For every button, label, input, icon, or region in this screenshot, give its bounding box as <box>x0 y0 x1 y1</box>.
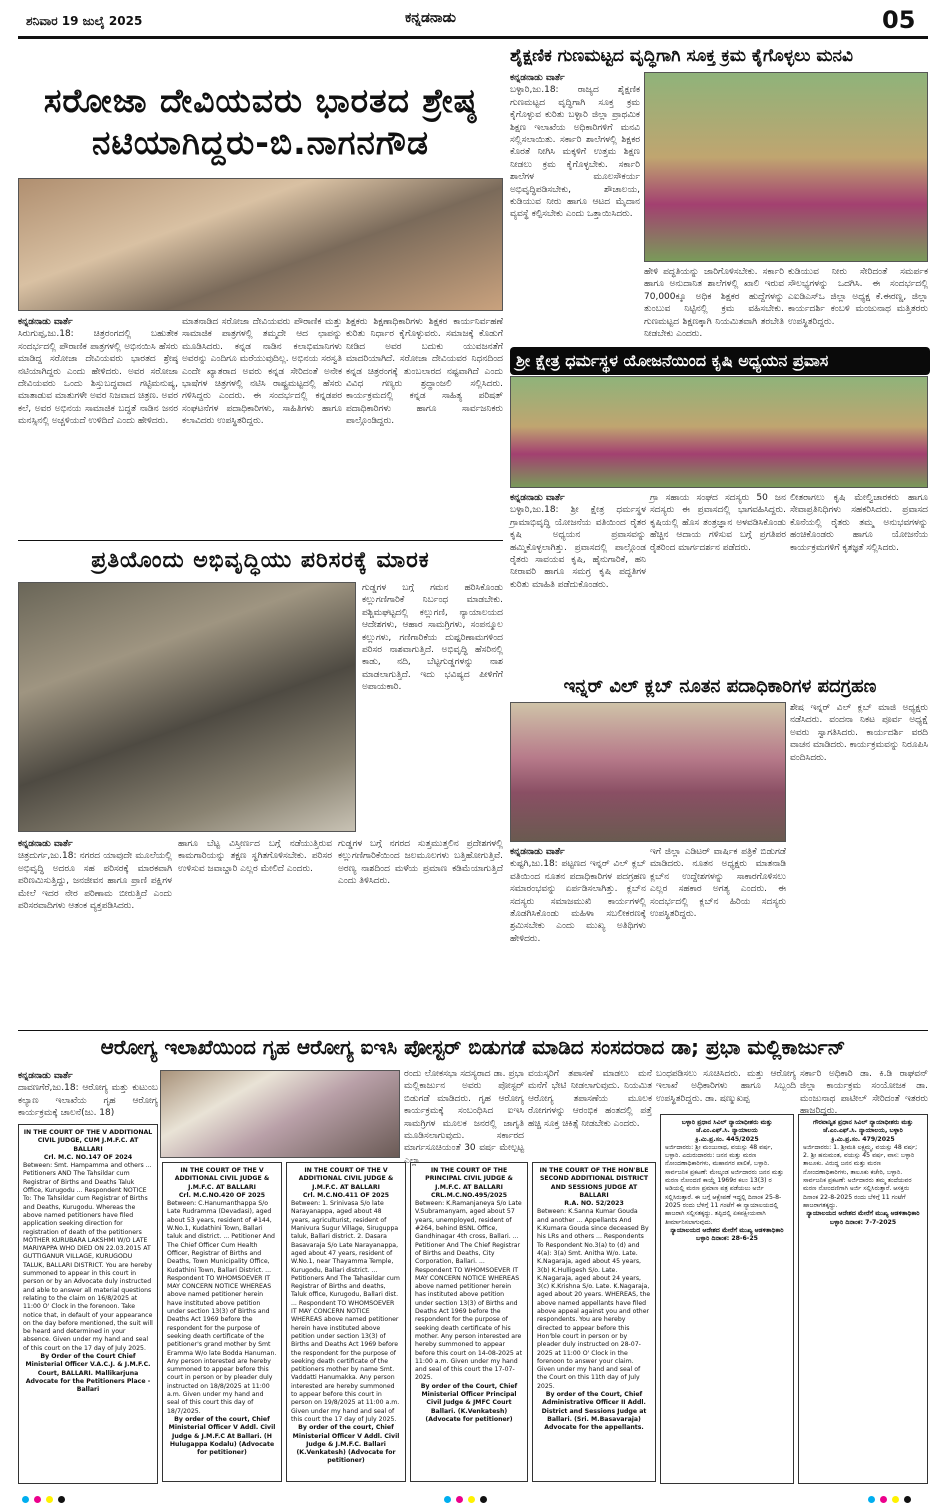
page-header <box>0 0 945 44</box>
court-notice-2 <box>162 1162 282 1482</box>
notice-case: CRL.M.C.NO.495/2025 <box>430 1191 508 1199</box>
story6-text-4: ಬಂಧಪಡಿಸಲು ಸೂಚಿಸಿದರು. ಮತ್ತು ಆರೋಗ್ಯ ಇಲಾಖೆ ಅಧಿಕಾರಿಗಳು ಹಾಗೂ ಸಿಬ್ಬಂದಿ ಉಪಸ್ಥಿತರಿದ್ದರು. ಡಾ. ಷಣ್ಮುಖಪ್ಪ <box>656 1069 796 1104</box>
story6-headline: ಆರೋಗ್ಯ ಇಲಾಖೆಯಿಂದ ಗೃಹ ಆರೋಗ್ಯ ಐಇಸಿ ಪೋಸ್ಟರ್ ಬಿಡುಗಡೆ ಮಾಡಿದ ಸಂಸದರಾದ ಡಾ; ಪ್ರಭಾ ಮಲ್ಲಿಕಾರ್ಜುನ್ <box>100 1035 846 1059</box>
story5-column-2 <box>650 846 786 1028</box>
court-notice-1 <box>18 1124 158 1484</box>
story2-column-1 <box>510 72 640 342</box>
court-notice-7 <box>798 1114 928 1484</box>
notice-case: Crl. M.C.NO.420 OF 2025 <box>178 1191 266 1199</box>
registration-dots-left <box>22 1488 82 1500</box>
notice-signed: By order of the court, Chief Ministerial Officer V Addl. Civil Judge & J.M.F.C. Ballari (K.Venkatesh) (Advocate for petitioner) <box>292 1424 400 1465</box>
story5-text-2: ಇಗೆ ಜಿಲ್ಲಾ ಎಡಿಟರ್ ವಾರ್ಷಿಕ ಪತ್ರಿಕೆ ಬಿಡುಗಡೆ ಮಾಡಿದರು. ನೂತನ ಅಧ್ಯಕ್ಷರು ಮಾತನಾಡಿ ಕ್ಲಬ್‌ನ ಉದ್ದೇಶಗಳನ್ನು ಸಾಕಾರಗೊಳಿಸಲು ಎಲ್ಲರ ಸಹಕಾರ ಅಗತ್ಯ ಎಂದರು. ಈ ಸಂದರ್ಭದಲ್ಲಿ ಕ್ಲಬ್‌ನ ಹಿರಿಯ ಸದಸ್ಯರು ಉಪಸ್ಥಿತರಿದ್ದರು. <box>650 847 786 920</box>
story5-text-3: ಶೇಷ ಇನ್ನರ್ ವಿಲ್ ಕ್ಲಬ್ ಮಾಜಿ ಅಧ್ಯಕ್ಷರು ನಡೆಸಿದರು. ವಂದನಾ ನಿಕಟ ಪೂರ್ವ ಅಧ್ಯಕ್ಷೆ ಅವರು ಸ್ವಾಗತಿಸಿದರು. ಕಾರ್ಯದರ್ಶಿ ವರದಿ ವಾಚನ ಮಾಡಿದರು. ಕಾರ್ಯಕ್ರಮವನ್ನು ನಿರೂಪಿಸಿ ವಂದಿಸಿದರು. <box>790 703 928 763</box>
court-notice-4 <box>410 1162 528 1482</box>
story4-column-3 <box>338 838 503 1026</box>
story1-text-1: ಸಿರುಗುಪ್ಪ,ಜು.18: ಚಿತ್ರರಂಗದಲ್ಲಿ ಬಹುತೇಕ ಸಂದರ್ಭದಲ್ಲಿ ಪೌರಾಣಿಕ ಪಾತ್ರಗಳಲ್ಲಿ ಅಭಿನಯಿಸಿ ಹೆಸರು ಮಾಡಿದ್ದ ಸರೋಜಾ ದೇವಿಯವರು ಭಾರತದ ಶ್ರೇಷ್ಠ ನಟಿಯಾಗಿದ್ದರು ಎಂದು ಹೇಳಿದರು. ಅವರ ಸರೋಜಾ ದೇವಿಯವರು ಒಂದು ಶಿಸ್ತುಬದ್ಧವಾದ ಗಟ್ಟಿಮನುಷ್ಯ, ಮಾತಾಡುವ ಮಾತುಗಳೇ ಅವರ ನಿಜವಾದ ಚಿತ್ರಣ. ಅವರ ಕಲೆ, ಅವರ ಅಭಿನಯ ಸಾಮಾಜಿಕ ಬದ್ಧತೆ ನಾಡಿನ ಜನರ ಮನಸ್ಸಿನಲ್ಲಿ ಅಚ್ಚಳಿಯದೆ ಉಳಿದಿದೆ ಎಂದು ಹೇಳಿದರು. <box>18 329 178 427</box>
section-divider <box>18 540 503 541</box>
court-notice-6 <box>660 1114 794 1484</box>
notice-case: R.A. NO. 52/2023 <box>564 1200 624 1208</box>
registration-dots-right <box>868 1488 928 1500</box>
story2-column-3 <box>788 266 928 342</box>
story1-photo <box>18 178 503 311</box>
story3-headline: ಶ್ರೀ ಕ್ಷೇತ್ರ ಧರ್ಮಸ್ಥಳ ಯೋಜನೆಯಿಂದ ಕೃಷಿ ಅಧ್ಯಯನ ಪ್ರವಾಸ <box>510 347 930 375</box>
story5-column-1 <box>510 846 646 1028</box>
story2-text-3: ಕುಡಿಯುವ ನೀರು ಸೇರಿದಂತೆ ಸಮರ್ಪಕ ಸೌಲಭ್ಯಗಳನ್ನು ಒದಗಿಸಿ. ಈ ಸಂದರ್ಭದಲ್ಲಿ ಎಐಡಿಎಸ್‌ಒ ಜಿಲ್ಲಾ ಅಧ್ಯಕ್ಷ ಕೆ.ಈರಣ್ಣ, ಜಿಲ್ಲಾ ಕಾರ್ಯದರ್ಶಿ ಕಂಬಳಿ ಮಂಜುನಾಥ ಮತ್ತಿತರರು ಉಪಸ್ಥಿತರಿದ್ದರು. <box>788 267 928 327</box>
issue-date: ಶನಿವಾರ 19 ಜುಲೈ 2025 <box>26 14 143 28</box>
story1-column-1 <box>18 316 178 534</box>
story6-text-3: ವಯಸ್ಕರಿಗೆ ತಪಾಸಣೆ ಮಾಡಲು ಮನೆ ಮನೆಗೆ ಭೇಟಿ ನೀಡಲಾಗುವುದು. ನಿಯಮಿತ ಆರೋಗ್ಯ ತಪಾಸಣೆಯ ಮೂಲಕ ರೋಗಗಳನ್ನು ಆರಂಭಿಕ ಹಂತದಲ್ಲಿ ಪತ್ತೆ ಹಚ್ಚಿ ಸೂಕ್ತ ಚಿಕಿತ್ಸೆ ನೀಡಬೇಕು ಎಂದರು. <box>528 1069 652 1129</box>
court-notice-3 <box>286 1162 406 1482</box>
header-rule <box>18 36 928 39</box>
notice-court: ಗೌರವಾನ್ವಿತ ಪ್ರಧಾನ ಸಿವಿಲ್ ನ್ಯಾಯಾಧೀಶರು ಮತ್ತು ಜೆ.ಎಂ.ಎಫ್.ಸಿ. ನ್ಯಾಯಾಲಯ, ಬಳ್ಳಾರಿ <box>812 1119 914 1135</box>
notice-body: Between: Smt. Hampamma and others ... Petitioners AND The Tahsildar cum Registrar of Births and Deaths Taluk Office, Kurugodu ... Respondent NOTICE To: The Tahsildar cum Registrar of Births and Deaths, Kurugodu. Whereas the above named petitioners have filed application seeking direction for registration of death of the petitioners MOTHER KURUBARA LAKSHMI W/O LATE MARIYAPPA WHO DIED ON 22.03.2015 AT GUTTIGANUR VILLAGE, KURUGODU TALUK, BALLARI DISTRICT. You are hereby summoned to appear in this court in person or by an Advocate duly instructed and able to answer all material questions relating to the claim on 16/8/2025 at 11:00 O' Clock in the forenoon. Take notice that, in default of your appearance on the day before mentioned, the suit will be heard and determined in your absence. Given under my hand and seal of this court on the 17 day of July 2025. <box>23 1162 153 1352</box>
notice-signed: ನ್ಯಾಯಾಲಯದ ಆದೇಶದ ಮೇರೆಗೆ ಮುಖ್ಯ ಆಡಳಿತಾಧಿಕಾರಿ ಬಳ್ಳಾರಿ ದಿನಾಂಕ: 28-6-25 <box>670 1226 784 1243</box>
story4-column-right <box>362 582 503 832</box>
story4-text-1: ಚಿತ್ರದುರ್ಗ,ಜು.18: ನಗರದ ಯಾವುದೇ ಮೂಲೆಯಲ್ಲಿ ಅಭಿವೃದ್ಧಿ ಅದರೂ ಸಹ ಪರಿಸರಕ್ಕೆ ಮಾರಕವಾಗಿ ಪರಿಣಮಿಸುತ್ತಿದ್ದು, ಜನಜೀವನ ಹಾಗೂ ಪ್ರಾಣಿ ಪಕ್ಷಿಗಳ ಮೇಲೆ ಇದರ ನೇರ ಪರಿಣಾಮ ಬೀರುತ್ತಿದೆ ಎಂದು ಪರಿಸರವಾದಿಗಳು ಆತಂಕ ವ್ಯಕ್ತಪಡಿಸಿದರು. <box>18 851 172 912</box>
story5-byline: ಕನ್ನಡನಾಡು ವಾರ್ತೆ <box>510 847 565 857</box>
story1-headline: ಸರೋಜಾ ದೇವಿಯವರು ಭಾರತದ ಶ್ರೇಷ್ಠ ನಟಿಯಾಗಿದ್ದರು-ಬಿ.ನಾಗನಗೌಡ <box>43 81 478 162</box>
story2-text-1: ಬಳ್ಳಾರಿ,ಜು.18: ರಾಜ್ಯದ ಶೈಕ್ಷಣಿಕ ಗುಣಮಟ್ಟದ ವೃದ್ಧಿಗಾಗಿ ಸೂಕ್ತ ಕ್ರಮ ಕೈಗೊಳ್ಳುವ ಕುರಿತು ಬಳ್ಳಾರಿ ಜಿಲ್ಲಾ ಪ್ರಾಥಮಿಕ ಶಿಕ್ಷಣ ಇಲಾಖೆಯ ಅಧಿಕಾರಿಗಳಿಗೆ ಮನವಿ ಸಲ್ಲಿಸಲಾಯಿತು. ಸರ್ಕಾರಿ ಶಾಲೆಗಳಲ್ಲಿ ಶಿಕ್ಷಕರ ಕೊರತೆ ನೀಗಿಸಿ ಮಕ್ಕಳಿಗೆ ಉತ್ತಮ ಶಿಕ್ಷಣ ನೀಡಲು ಕ್ರಮ ಕೈಗೊಳ್ಳಬೇಕು. ಸರ್ಕಾರಿ ಶಾಲೆಗಳ ಮೂಲಸೌಕರ್ಯ ಅಭಿವೃದ್ಧಿಪಡಿಸಬೇಕು, ಶೌಚಾಲಯ, ಕುಡಿಯುವ ನೀರು ಹಾಗೂ ಆಟದ ಮೈದಾನ ವ್ಯವಸ್ಥೆ ಕಲ್ಪಿಸಬೇಕು ಎಂದು ಒತ್ತಾಯಿಸಿದರು. <box>510 85 640 220</box>
notice-case: Crl. M.C. NO.147 OF 2024 <box>43 1153 133 1161</box>
story5-text-1: ಕುಷ್ಟಗಿ,ಜು.18: ಪಟ್ಟಣದ ಇನ್ನರ್ ವಿಲ್ ಕ್ಲಬ್ ವತಿಯಿಂದ ನೂತನ ಪದಾಧಿಕಾರಿಗಳ ಪದಗ್ರಹಣ ಸಮಾರಂಭವನ್ನು ಏರ್ಪಡಿಸಲಾಗಿತ್ತು. ಕ್ಲಬ್‌ನ ಸದಸ್ಯರು ಸಮಾಜಮುಖಿ ಕಾರ್ಯಗಳಲ್ಲಿ ತೊಡಗಿಸಿಕೊಂಡು ಮಹಿಳಾ ಸಬಲೀಕರಣಕ್ಕೆ ಶ್ರಮಿಸಬೇಕು ಎಂದು ಮುಖ್ಯ ಅತಿಥಿಗಳು ಹೇಳಿದರು. <box>510 859 646 944</box>
notice-body: Between: 1. Srinivasa S/o late Narayanappa, aged about 48 years, agriculturist, resident of Manivura Sugur Village, Siruguppa taluk, Ballari district. 2. Dasara Basavaraja S/o Late Narayanappa, aged about 47 years, resident of W.No.1, near Thayamma Temple, Kurugodu, Ballari district. ... Petitioners And The Tahasildar cum Registrar of Births and deaths, Taluk office, Kurugodu, Ballari dist. ... Respondent TO WHOMSOEVER IT MAY CONCERN NOTICE WHEREAS above named petitioner herein have instituted above petition under section 13(3) of Births and Deaths Act 1969 before the respondent for the purpose of seeking death certificate of the petitioners mother by name Smt. Vaddatti Hanumakka. Any person interested are hereby summoned to appear before this court in person on 19/8/2025 at 11:00 a.m. Given under my hand and seal of this court the 17 day of July 2025. <box>291 1200 400 1423</box>
registration-dots-center <box>444 1488 504 1500</box>
notice-court: IN THE COURT OF THE V ADDITIONAL CIVIL JUDGE & J.M.F.C. AT BALLARI <box>298 1167 394 1191</box>
notice-court: IN THE COURT OF THE HON'BLE SECOND ADDITIONAL DISTRICT AND SESSIONS JUDGE AT BALLARI <box>539 1167 649 1199</box>
story2-column-2 <box>644 266 784 342</box>
story3-column-2 <box>650 492 786 668</box>
story6-text-1: ದಾವಣಗೆರೆ,ಜು.18: ಆರೋಗ್ಯ ಮತ್ತು ಕುಟುಂಬ ಕಲ್ಯಾಣ ಇಲಾಖೆಯ ಗೃಹ ಆರೋಗ್ಯ ಕಾರ್ಯಕ್ರಮಕ್ಕೆ ಚಾಲನೆ(ಜು. 18) <box>18 1083 158 1119</box>
story4-photo <box>18 582 356 832</box>
notice-case: ಕ್ರಿ.ಮಿ.ಪ್ರ.ಸಂ. 479/2025 <box>831 1135 895 1143</box>
story6-photo <box>160 1070 400 1158</box>
masthead: ಕನ್ನಡನಾಡು <box>405 10 456 26</box>
story2-byline: ಕನ್ನಡನಾಡು ವಾರ್ತೆ <box>510 73 565 83</box>
page-number: 05 <box>882 6 916 34</box>
notice-case: ಕ್ರಿ.ಮಿ.ಪ್ರ.ಸಂ. 445/2025 <box>695 1135 759 1143</box>
section-divider-2 <box>18 1030 928 1031</box>
notice-case: Crl. M.C.NO.411 OF 2025 <box>302 1191 390 1199</box>
notice-court: IN THE COURT OF THE PRINCIPAL CIVIL JUDGE & J.M.F.C. AT BALLARI <box>425 1167 513 1191</box>
story3-column-3 <box>790 492 928 668</box>
story3-photo <box>510 376 928 488</box>
notice-signed: By order of the court, Chief Ministerial Officer V Addl. Civil Judge & J.M.F.C At Ballari. (H Hulugappa Kodalu) (Advocate for petitioner) <box>168 1415 276 1457</box>
court-notice-5 <box>532 1162 656 1482</box>
story6-column-3 <box>528 1068 652 1156</box>
story1-column-2 <box>182 316 342 534</box>
story2-headline: ಶೈಕ್ಷಣಿಕ ಗುಣಮಟ್ಟದ ವೃದ್ಧಿಗಾಗಿ ಸೂಕ್ತ ಕ್ರಮ ಕೈಗೊಳ್ಳಲು ಮನವಿ <box>510 46 853 66</box>
notice-court: IN THE COURT OF THE V ADDITIONAL CIVIL JUDGE, CUM J.M.F.C. AT BALLARI <box>23 1129 153 1153</box>
story1-byline: ಕನ್ನಡನಾಡು ವಾರ್ತೆ <box>18 317 73 327</box>
story6-column-1 <box>18 1070 158 1120</box>
story4-text-3: ಗುಡ್ಡಗಳ ಬಗ್ಗೆ ನಗರದ ಸುತ್ತಮುತ್ತಲಿನ ಪ್ರದೇಶಗಳಲ್ಲಿ ಕಲ್ಲುಗಣಿಗಾರಿಕೆಯಿಂದ ಜಲಮೂಲಗಳು ಬತ್ತಿಹೋಗುತ್ತಿವೆ. ಅರಣ್ಯ ನಾಶದಿಂದ ಮಳೆಯ ಪ್ರಮಾಣ ಕಡಿಮೆಯಾಗುತ್ತಿದೆ ಎಂದು ತಿಳಿಸಿದರು. <box>338 839 503 887</box>
story4-text-2: ಹಾಗೂ ಬೆಟ್ಟ ವಿಸ್ತೀರ್ಣದ ಬಗ್ಗೆ ನಡೆಯುತ್ತಿರುವ ಕಾಮಗಾರಿಯನ್ನು ತಕ್ಷಣ ಸ್ಥಗಿತಗೊಳಿಸಬೇಕು. ಪರಿಸರ ಉಳಿಸುವ ಜವಾಬ್ದಾರಿ ಎಲ್ಲರ ಮೇಲಿದೆ ಎಂದರು. <box>178 839 332 874</box>
notice-body: Between: K.Ramanjaneya S/o Late V.Subramanyam, aged about 57 years, unemployed, resident of #264, behind BSNL Office, Gandhinagar 4th cross, Ballari. ... Petitioner And The Chief Registrar of Births and Deaths, City Corporation, Ballari. ... Respondent TO WHOMSOEVER IT MAY CONCERN NOTICE WHEREAS above named petitioner herein has instituted above petition under section 13(3) of Births and Deaths Act 1969 before the respondent for the purpose of seeking death certificate of his mother. Any person interested are hereby summoned to appear before this court on 14-08-2025 at 11:00 a.m. Given under my hand and seal of this court the 17-07-2025. <box>415 1200 522 1382</box>
story6-byline: ಕನ್ನಡನಾಡು ವಾರ್ತೆ <box>18 1071 73 1081</box>
notice-court: IN THE COURT OF THE V ADDITIONAL CIVIL JUDGE & J.M.F.C. AT BALLARI <box>174 1167 270 1191</box>
story6-column-4 <box>656 1068 796 1110</box>
story6-text-5: ಸರ್ಕಾರಿ ಅಧಿಕಾರಿ ಡಾ. ಕಿ.ಡಿ ರಾಘವನ್ ಜಿಲ್ಲಾ ಕಾರ್ಯಕ್ರಮ ಸಂಯೋಜಕ ಡಾ. ಮಂಜುನಾಥ ಪಾಟೀಲ್ ಸೇರಿದಂತೆ ಇತರರು ಹಾಜರಿದ್ದರು. <box>800 1069 928 1117</box>
story6-column-2 <box>404 1068 524 1166</box>
notice-body: ಅರ್ಜಿದಾರರು: 1. ಶ್ರೀಮತಿ ಲಕ್ಷ್ಮಮ್ಮ, ವಯಸ್ಸು 48 ವರ್ಷ; 2. ಶ್ರೀ ಹನುಮಂತ, ವಯಸ್ಸು 45 ವರ್ಷ, ವಾಸ: ಬಳ್ಳಾರಿ ತಾಲೂಕು. ವಿರುದ್ಧ ಜನನ ಮತ್ತು ಮರಣ ನೋಂದಣಾಧಿಕಾರಿಗಳು, ತಾಲೂಕು ಕಚೇರಿ, ಬಳ್ಳಾರಿ. ಸಾರ್ವಜನಿಕ ಪ್ರಕಟಣೆ: ಅರ್ಜಿದಾರರು ತಮ್ಮ ತಂದೆಯವರ ಮರಣ ನೋಂದಣಿಗಾಗಿ ಅರ್ಜಿ ಸಲ್ಲಿಸಿರುತ್ತಾರೆ. ಆಸಕ್ತರು ದಿನಾಂಕ 22-8-2025 ರಂದು ಬೆಳಿಗ್ಗೆ 11 ಗಂಟೆಗೆ ಹಾಜರಾಗತಕ್ಕದ್ದು. <box>803 1143 918 1209</box>
notice-body: Between: C.Hanumanthappa S/o Late Rudramma (Devadasi), aged about 53 years, resident of #144, W.No.1, Kudathini Town, Ballari taluk and district. ... Petitioner And The Chief Officer Cum Health Officer, Registrar of Births and Deaths, Town Municipality Office, Kudathini Town, Ballari District. ... Respondent TO WHOMSOEVER IT MAY CONCERN NOTICE WHEREAS above named petitioner herein have instituted above petition under section 13(3) of Births and Deaths Act 1969 before the respondent for the purpose of seeking death certificate of the petitioner's grand mother by Smt Eramma W/o late Bodda Hanuman. Any person interested are hereby summoned to appear before this court in person or by pleader duly instructed on 18/8/2025 at 11:00 a.m. Given under my hand and seal of this court this day of 18/7/2025. <box>167 1200 277 1415</box>
story3-text-3: ಲೀತರಾಗಲು ಕೃಷಿ ಮೇಲ್ವಿಚಾರಕರು ಹಾಗೂ ಸೇವಾಪ್ರತಿನಿಧಿಗಳು ಸಹಕರಿಸಿದರು. ಪ್ರವಾಸದ ಕೊನೆಯಲ್ಲಿ ರೈತರು ತಮ್ಮ ಅನುಭವಗಳನ್ನು ಹಂಚಿಕೊಂಡರು ಹಾಗೂ ಯೋಜನೆಯ ಕಾರ್ಯಕ್ರಮಗಳಿಗೆ ಕೃತಜ್ಞತೆ ಸಲ್ಲಿಸಿದರು. <box>790 493 928 553</box>
story5-column-3 <box>790 702 928 1028</box>
story4-column-2 <box>178 838 332 1026</box>
story4-text-right: ಗುಡ್ಡಗಳ ಬಗ್ಗೆ ಗಮನ ಹರಿಸಿಕೊಂಡು ಕಲ್ಲುಗಣಿಗಾರಿಕೆ ನಿರ್ಬಂಧ ಮಾಡಬೇಕು. ಪಶ್ಚಿಮಘಟ್ಟದಲ್ಲಿ ಕಲ್ಲುಗಣಿ, ನ್ಯಾಯಾಲಯದ ಆದೇಶಗಳು, ಆಹಾರ ಸಾಮಗ್ರಿಗಳು, ಸಂಪನ್ಮೂಲ ಕಲ್ಲುಗಳು, ಗಣಿಗಾರಿಕೆಯ ದುಷ್ಪರಿಣಾಮಗಳಿಂದ ಪರಿಸರ ನಾಶವಾಗುತ್ತಿದೆ. ಅಭಿವೃದ್ಧಿ ಹೆಸರಿನಲ್ಲಿ ಕಾಡು, ನದಿ, ಬೆಟ್ಟಗುಡ್ಡಗಳನ್ನು ನಾಶ ಮಾಡಲಾಗುತ್ತಿದೆ. ಇದು ಭವಿಷ್ಯದ ಪೀಳಿಗೆಗೆ ಅಪಾಯಕಾರಿ. <box>362 583 503 693</box>
story1-text-3: ಶಿಕ್ಷಕರು ಶಿಕ್ಷಣಾಧಿಕಾರಿಗಳು ಶಿಕ್ಷಕರ ಕಾರ್ಯನಿರ್ವಹಣೆ ಕುರಿತು ನಿರ್ಧಾರ ಕೈಗೊಳ್ಳುವರು. ಸಮಾಜಕ್ಕೆ ಕೊಡುಗೆ ನೀಡಿದ ಅವರ ಬದುಕು ಯುವಜನತೆಗೆ ಮಾದರಿಯಾಗಿದೆ. ಸರೋಜಾ ದೇವಿಯವರ ನಿಧನದಿಂದ ಕನ್ನಡ ಚಿತ್ರರಂಗಕ್ಕೆ ತುಂಬಲಾರದ ನಷ್ಟವಾಗಿದೆ ಎಂದು ವಿವಿಧ ಗಣ್ಯರು ಶ್ರದ್ಧಾಂಜಲಿ ಸಲ್ಲಿಸಿದರು. ಕಾರ್ಯಕ್ರಮದಲ್ಲಿ ಕನ್ನಡ ಸಾಹಿತ್ಯ ಪರಿಷತ್ ಪದಾಧಿಕಾರಿಗಳು ಹಾಗೂ ಸಾರ್ವಜನಿಕರು ಪಾಲ್ಗೊಂಡಿದ್ದರು. <box>346 317 503 427</box>
story4-byline: ಕನ್ನಡನಾಡು ವಾರ್ತೆ <box>18 839 73 849</box>
story3-column-1 <box>510 492 646 668</box>
story3-text-2: ಗ್ರಾ ಸಹಾಯ ಸಂಘದ ಸದಸ್ಯರು 50 ಜನ ಸದಸ್ಯರು ಈ ಪ್ರವಾಸದಲ್ಲಿ ಭಾಗವಹಿಸಿದ್ದರು. ಕೃಷಿಯಲ್ಲಿ ಹೊಸ ತಂತ್ರಜ್ಞಾನ ಅಳವಡಿಸಿಕೊಂಡು ಹೆಚ್ಚಿನ ಆದಾಯ ಗಳಿಸುವ ಬಗ್ಗೆ ಪ್ರಗತಿಪರ ರೈತರಿಂದ ಮಾರ್ಗದರ್ಶನ ಪಡೆದರು. <box>650 493 786 553</box>
story6-text-2: ರಂದು ಲೋಕಸಭಾ ಸದಸ್ಯರಾದ ಡಾ. ಪ್ರಭಾ ಮಲ್ಲಿಕಾರ್ಜುನ ಅವರು ಪೋಸ್ಟರ್ ಬಿಡುಗಡೆ ಮಾಡಿದರು. ಗೃಹ ಆರೋಗ್ಯ ಕಾರ್ಯಕ್ರಮಕ್ಕೆ ಸಂಬಂಧಿಸಿದ ಐಇಸಿ ಸಾಮಗ್ರಿಗಳ ಮೂಲಕ ಜನರಲ್ಲಿ ಜಾಗೃತಿ ಮೂಡಿಸಲಾಗುವುದು. ಸರ್ಕಾರದ ಮಾರ್ಗಸೂಚಿಯಂತೆ 30 ವರ್ಷ ಮೇಲ್ಪಟ್ಟ ಎಲ್ಲಾ <box>404 1069 524 1166</box>
story3-text-1: ಬಳ್ಳಾರಿ,ಜು.18: ಶ್ರೀ ಕ್ಷೇತ್ರ ಧರ್ಮಸ್ಥಳ ಗ್ರಾಮಾಭಿವೃದ್ಧಿ ಯೋಜನೆಯ ವತಿಯಿಂದ ರೈತರ ಕೃಷಿ ಅಧ್ಯಯನ ಪ್ರವಾಸವನ್ನು ಹಮ್ಮಿಕೊಳ್ಳಲಾಗಿತ್ತು. ಪ್ರವಾಸದಲ್ಲಿ ಪಾಲ್ಗೊಂಡ ರೈತರು ಸಾವಯವ ಕೃಷಿ, ಹೈನುಗಾರಿಕೆ, ಹನಿ ನೀರಾವರಿ ಹಾಗೂ ಸಮಗ್ರ ಕೃಷಿ ಪದ್ಧತಿಗಳ ಕುರಿತು ಮಾಹಿತಿ ಪಡೆದುಕೊಂಡರು. <box>510 505 646 590</box>
story4-column-1 <box>18 838 172 1026</box>
story1-column-3 <box>346 316 503 534</box>
notice-body: ಅರ್ಜಿದಾರರು: ಶ್ರೀ ಮಂಜುನಾಥ, ವಯಸ್ಸು 48 ವರ್ಷ, ಬಳ್ಳಾರಿ. ಎದುರುದಾರರು: ಜನನ ಮತ್ತು ಮರಣ ನೋಂದಣಾಧಿಕಾರಿಗಳು, ಮಹಾನಗರ ಪಾಲಿಕೆ, ಬಳ್ಳಾರಿ. ಸಾರ್ವಜನಿಕ ಪ್ರಕಟಣೆ: ಮೇಲ್ಕಂಡ ಅರ್ಜಿದಾರರು ಜನನ ಮತ್ತು ಮರಣ ನೋಂದಣಿ ಕಾಯ್ದೆ 1969ರ ಕಲಂ 13(3) ರ ಅಡಿಯಲ್ಲಿ ಮರಣ ಪ್ರಮಾಣ ಪತ್ರ ಪಡೆಯಲು ಅರ್ಜಿ ಸಲ್ಲಿಸಿರುತ್ತಾರೆ. ಈ ಬಗ್ಗೆ ಆಕ್ಷೇಪಣೆ ಇದ್ದಲ್ಲಿ ದಿನಾಂಕ 25-8-2025 ರಂದು ಬೆಳಿಗ್ಗೆ 11 ಗಂಟೆಗೆ ಈ ನ್ಯಾಯಾಲಯದಲ್ಲಿ ಹಾಜರಾಗಿ ಸಲ್ಲಿಸತಕ್ಕದ್ದು. ತಪ್ಪಿದಲ್ಲಿ ಏಕಪಕ್ಷೀಯವಾಗಿ ತೀರ್ಮಾನಿಸಲಾಗುವುದು. <box>665 1143 784 1226</box>
notice-body: Between: K.Sanna Kumar Gouda and another ... Appellants And K.Kumara Gouda since deceased By his LRs and others ... Respondents To Respondent No.3(a) to (d) and 4(a): 3(a) Smt. Anitha W/o. Late. K.Nagaraja, aged about 45 years, 3(b) K.Hulligesh S/o. Late. K.Nagaraja, aged about 24 years, 3(c) K.Krishna S/o. Late. K.Nagaraja, aged about 20 years. WHEREAS, the above named appellants have filed above appeal against you and other respondents. You are hereby directed to appear before this Hon'ble court in person or by pleader duly instructed on 28-07-2025 at 11:00 O' Clock in the forenoon to answer your claim. Given under my hand and seal of the Court on this 11th day of July 2025. <box>537 1208 651 1390</box>
story5-headline: ಇನ್ನರ್ ವಿಲ್ ಕ್ಲಬ್ ನೂತನ ಪದಾಧಿಕಾರಿಗಳ ಪದಗ್ರಹಣ <box>563 676 877 697</box>
notice-signed: By Order of the Court Chief Ministerial Officer V.A.C.J. & J.M.F.C. Court, BALLARI. Mallikarjuna Advocate for the Petitioners Place - Ballari <box>25 1353 151 1394</box>
notice-court: ಬಳ್ಳಾರಿ ಪ್ರಧಾನ ಸಿವಿಲ್ ನ್ಯಾಯಾಧೀಶರು ಮತ್ತು ಜೆ.ಎಂ.ಎಫ್.ಸಿ. ನ್ಯಾಯಾಲಯ <box>681 1119 773 1135</box>
story1-text-2: ಮಾತನಾಡಿದ ಸರೋಜಾ ದೇವಿಯವರು ಪೌರಾಣಿಕ ಮತ್ತು ಸಾಮಾಜಿಕ ಪಾತ್ರಗಳಲ್ಲಿ ತಮ್ಮದೇ ಆದ ಛಾಪನ್ನು ಮೂಡಿಸಿದರು. ಕನ್ನಡ ನಾಡಿನ ಕಲಾಭಿಮಾನಿಗಳು ಅವರನ್ನು ಎಂದಿಗೂ ಮರೆಯುವುದಿಲ್ಲ. ಅಭಿನಯ ಸರಸ್ವತಿ ಎಂದೇ ಖ್ಯಾತರಾದ ಅವರು ಕನ್ನಡ ಸೇರಿದಂತೆ ಅನೇಕ ಭಾಷೆಗಳ ಚಿತ್ರಗಳಲ್ಲಿ ನಟಿಸಿ ರಾಷ್ಟ್ರಮಟ್ಟದಲ್ಲಿ ಹೆಸರು ಗಳಿಸಿದ್ದರು ಎಂದರು. ಈ ಸಂದರ್ಭದಲ್ಲಿ ಕನ್ನಡಪರ ಸಂಘಟನೆಗಳ ಪದಾಧಿಕಾರಿಗಳು, ಸಾಹಿತಿಗಳು ಹಾಗೂ ಕಲಾವಿದರು ಉಪಸ್ಥಿತರಿದ್ದರು. <box>182 317 342 427</box>
story3-byline: ಕನ್ನಡನಾಡು ವಾರ್ತೆ <box>510 493 565 503</box>
notice-signed: By order of the Court, Chief Administrative Officer II Addl. District and Sessions Judge at Ballari. (Sri. M.Basavaraja) Advocate for the appellants. <box>541 1391 647 1432</box>
notice-signed: ನ್ಯಾಯಾಲಯದ ಆದೇಶದ ಮೇರೆಗೆ ಮುಖ್ಯ ಆಡಳಿತಾಧಿಕಾರಿ ಬಳ್ಳಾರಿ ದಿನಾಂಕ: 7-7-2025 <box>806 1210 920 1226</box>
story2-photo <box>644 72 928 262</box>
story4-headline: ಪ್ರತಿಯೊಂದು ಅಭಿವೃದ್ಧಿಯು ಪರಿಸರಕ್ಕೆ ಮಾರಕ <box>91 548 430 573</box>
story6-column-5 <box>800 1068 928 1117</box>
story2-text-2: ಹೇಳಿ ಪದ್ಧತಿಯನ್ನು ಜಾರಿಗೊಳಿಸಬೇಕು. ಸರ್ಕಾರಿ ಹಾಗೂ ಅನುದಾನಿತ ಶಾಲೆಗಳಲ್ಲಿ ಖಾಲಿ ಇರುವ 70,000ಕ್ಕೂ ಅಧಿಕ ಶಿಕ್ಷಕರ ಹುದ್ದೆಗಳನ್ನು ತುಂಬುವ ನಿಟ್ಟಿನಲ್ಲಿ ಕ್ರಮ ವಹಿಸಬೇಕು. ಗುಣಮಟ್ಟದ ಶಿಕ್ಷಣಕ್ಕಾಗಿ ನಿಯಮಿತವಾಗಿ ತರಬೇತಿ ನೀಡಬೇಕು ಎಂದರು. <box>644 267 784 340</box>
notice-signed: By order of the Court, Chief Ministerial Officer Principal Civil Judge & JMFC Court Ballari. (K.Venkatesh) (Advocate for petitioner) <box>420 1382 518 1423</box>
story5-photo <box>510 702 786 842</box>
